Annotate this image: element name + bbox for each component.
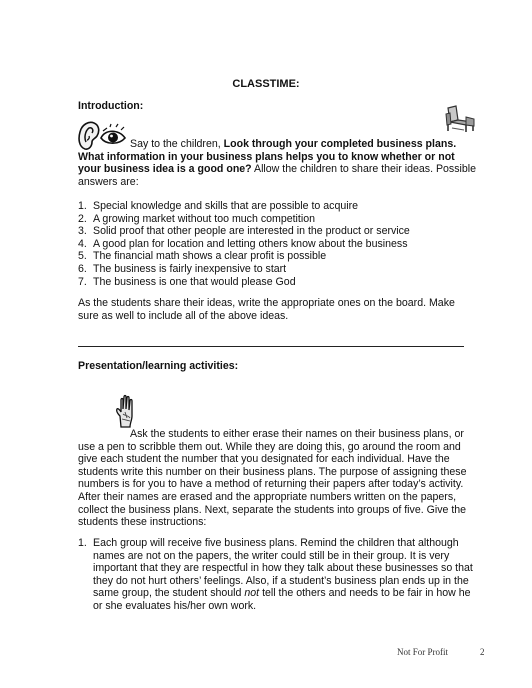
instruction-item-1: 1. Each group will receive five business plans. Remind the children that although names are not on the papers, the writer could still be in their group. It is very important that they are respectful in how they talk about these businesses so that they do not hurt others’ feelings. Also, if a student’s business plan ends up in the same group, the student should not tell the others and needs to be fair in how he or she evaluates his/her own work. xyxy=(78,537,473,612)
possible-answers-list xyxy=(78,200,478,288)
hand-icon xyxy=(115,394,137,428)
presentation-paragraph: Ask the students to either erase their names on their business plans, or use a pen to scribble them out. While they are doing this, go around the room and give each student the number that you designated for each individual. Have the students write this number on their business plans. The purpose of assigning these numbers is for you to have a method of returning their papers after today’s activity. After their names are erased and the appropriate numbers written on the papers, collect the business plans. Next, separate the students into groups of five. Give the students these instructions: xyxy=(78,428,467,529)
say-suffix: Allow the children to share their ideas. Possible answers are: xyxy=(78,163,477,188)
page-title: CLASSTIME: xyxy=(232,78,300,90)
list-item: 4. A good plan for location and letting others know about the business xyxy=(78,237,408,250)
presentation-heading: Presentation/learning activities: xyxy=(78,360,239,372)
section-divider xyxy=(78,346,464,347)
intro-paragraph xyxy=(78,138,478,188)
armchair-icon xyxy=(442,104,480,134)
list-item: 3. Solid proof that other people are interested in the product or service xyxy=(78,225,410,238)
intro-closing: As the students share their ideas, write the appropriate ones on the board. Make sure as well to include all of the above ideas. xyxy=(78,297,455,322)
teacher-question: Look through your completed business plans. What information in your business plans helps you to know whether or not your business idea is a good one? xyxy=(78,138,457,176)
instruction-number: 1. xyxy=(78,537,87,549)
list-item: 5. The financial math shows a clear profit is possible xyxy=(78,250,327,263)
say-prefix: Say to the children, xyxy=(130,138,221,150)
introduction-heading: Introduction: xyxy=(78,100,144,112)
list-item: 6. The business is fairly inexpensive to start xyxy=(78,262,287,275)
page-number: 2 xyxy=(480,647,485,657)
list-item: 2. A growing market without too much competition xyxy=(78,212,315,225)
list-item: 7. The business is one that would please God xyxy=(78,275,296,288)
footer-label: Not For Profit xyxy=(397,647,449,657)
emphasis-text: not xyxy=(244,587,260,600)
list-item: 1. Special knowledge and skills that are possible to acquire xyxy=(78,200,358,212)
